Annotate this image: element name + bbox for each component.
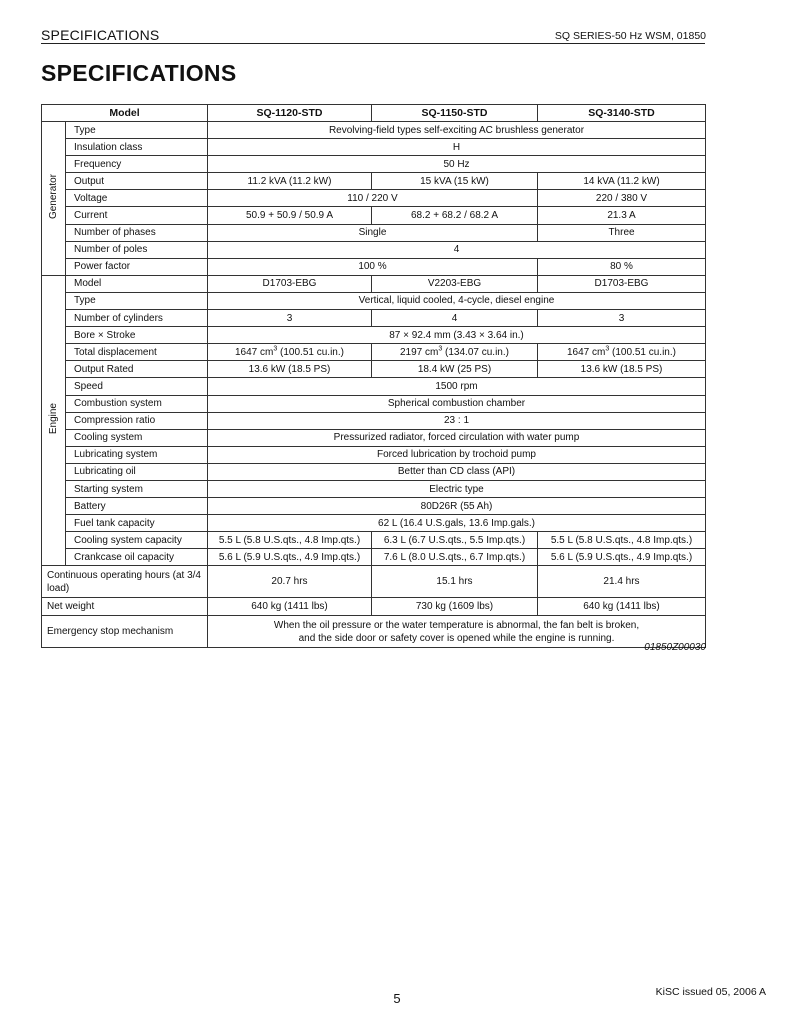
row-label: Combustion system — [66, 395, 208, 412]
row-value: 4 — [372, 310, 538, 327]
row-value: Electric type — [208, 480, 706, 497]
model-2-header: SQ-1150-STD — [372, 105, 538, 122]
table-row — [42, 532, 706, 549]
table-row — [42, 616, 706, 648]
table-row — [42, 122, 706, 139]
row-value: 7.6 L (8.0 U.S.qts., 6.7 Imp.qts.) — [372, 549, 538, 566]
row-label: Output — [66, 173, 208, 190]
row-label: Cooling system capacity — [66, 532, 208, 549]
row-value: 21.4 hrs — [538, 566, 706, 598]
row-value: 50.9 + 50.9 / 50.9 A — [208, 207, 372, 224]
header-divider — [41, 43, 705, 44]
row-value: H — [208, 139, 706, 156]
row-value: 640 kg (1411 lbs) — [538, 598, 706, 616]
header-manual-id: SQ SERIES-50 Hz WSM, 01850 — [554, 30, 706, 42]
row-value: Three — [538, 224, 706, 241]
row-label: Continuous operating hours (at 3/4 load) — [42, 566, 208, 598]
header-section-title: SPECIFICATIONS — [41, 27, 160, 43]
row-value: 2197 $cm^3$ (134.07 cu.in.) — [372, 344, 538, 361]
row-value: 110 / 220 V — [208, 190, 538, 207]
row-label: Speed — [66, 378, 208, 395]
row-value: 50 Hz — [208, 156, 706, 173]
row-label: Insulation class — [66, 139, 208, 156]
table-row — [42, 378, 706, 395]
table-row — [42, 173, 706, 190]
table-row — [42, 515, 706, 532]
row-value: 62 L (16.4 U.S.gals, 13.6 Imp.gals.) — [208, 515, 706, 532]
page-title: SPECIFICATIONS — [41, 60, 237, 86]
table-row — [42, 292, 706, 309]
engine-group-label: Engine — [42, 275, 66, 566]
row-value: 5.6 L (5.9 U.S.qts., 4.9 Imp.qts.) — [208, 549, 372, 566]
row-value: 15 kVA (15 kW) — [372, 173, 538, 190]
row-value: 1500 rpm — [208, 378, 706, 395]
row-label: Bore × Stroke — [66, 327, 208, 344]
table-row — [42, 156, 706, 173]
row-label: Output Rated — [66, 361, 208, 378]
row-label: Power factor — [66, 258, 208, 275]
table-row — [42, 258, 706, 275]
table-row — [42, 207, 706, 224]
table-row — [42, 224, 706, 241]
row-value: 14 kVA (11.2 kW) — [538, 173, 706, 190]
row-label: Compression ratio — [66, 412, 208, 429]
issued-note: KiSC issued 05, 2006 A — [655, 986, 766, 998]
row-label: Crankcase oil capacity — [66, 549, 208, 566]
table-row — [42, 446, 706, 463]
row-label: Type — [66, 292, 208, 309]
row-value: 1647 $cm^3$ (100.51 cu.in.) — [538, 344, 706, 361]
table-row — [42, 463, 706, 480]
row-value: 87 × 92.4 mm (3.43 × 3.64 in.) — [208, 327, 706, 344]
table-row — [42, 480, 706, 497]
row-value: 15.1 hrs — [372, 566, 538, 598]
table-row — [42, 566, 706, 598]
row-value: 100 % — [208, 258, 538, 275]
table-row — [42, 598, 706, 616]
table-row — [42, 429, 706, 446]
row-value: 640 kg (1411 lbs) — [208, 598, 372, 616]
table-header-row — [42, 105, 706, 122]
table-row — [42, 241, 706, 258]
table-row — [42, 395, 706, 412]
row-value: D1703-EBG — [538, 275, 706, 292]
row-value: 5.5 L (5.8 U.S.qts., 4.8 Imp.qts.) — [538, 532, 706, 549]
row-label: Voltage — [66, 190, 208, 207]
row-value: 730 kg (1609 lbs) — [372, 598, 538, 616]
row-label: Cooling system — [66, 429, 208, 446]
row-label: Number of phases — [66, 224, 208, 241]
table-row — [42, 275, 706, 292]
model-header: Model — [42, 105, 208, 122]
row-label: Emergency stop mechanism — [42, 616, 208, 648]
row-label: Lubricating oil — [66, 463, 208, 480]
row-value: Single — [208, 224, 538, 241]
row-value: 18.4 kW (25 PS) — [372, 361, 538, 378]
row-value: 1647 $cm^3$ (100.51 cu.in.) — [208, 344, 372, 361]
row-value: Better than CD class (API) — [208, 463, 706, 480]
row-label: Net weight — [42, 598, 208, 616]
row-value: 23 : 1 — [208, 412, 706, 429]
row-value: 20.7 hrs — [208, 566, 372, 598]
table-row — [42, 361, 706, 378]
row-label: Type — [66, 122, 208, 139]
row-value: 3 — [538, 310, 706, 327]
row-value: Vertical, liquid cooled, 4-cycle, diesel engine — [208, 292, 706, 309]
row-value: 5.6 L (5.9 U.S.qts., 4.9 Imp.qts.) — [538, 549, 706, 566]
row-value: 5.5 L (5.8 U.S.qts., 4.8 Imp.qts.) — [208, 532, 372, 549]
model-3-header: SQ-3140-STD — [538, 105, 706, 122]
row-label: Battery — [66, 498, 208, 515]
row-value: 11.2 kVA (11.2 kW) — [208, 173, 372, 190]
row-label: Frequency — [66, 156, 208, 173]
row-label: Total displacement — [66, 344, 208, 361]
row-value: 80D26R (55 Ah) — [208, 498, 706, 515]
row-label: Starting system — [66, 480, 208, 497]
row-value: V2203-EBG — [372, 275, 538, 292]
table-row — [42, 310, 706, 327]
page-number: 5 — [393, 991, 401, 1006]
row-value: 21.3 A — [538, 207, 706, 224]
table-row — [42, 549, 706, 566]
generator-group-label: Generator — [42, 122, 66, 276]
specifications-table — [41, 104, 706, 648]
model-1-header: SQ-1120-STD — [208, 105, 372, 122]
table-row — [42, 498, 706, 515]
row-value: Revolving-field types self-exciting AC brushless generator — [208, 122, 706, 139]
row-value: 13.6 kW (18.5 PS) — [208, 361, 372, 378]
row-value: 4 — [208, 241, 706, 258]
row-label: Model — [66, 275, 208, 292]
row-value: Spherical combustion chamber — [208, 395, 706, 412]
row-value: 13.6 kW (18.5 PS) — [538, 361, 706, 378]
row-value: 68.2 + 68.2 / 68.2 A — [372, 207, 538, 224]
table-row — [42, 344, 706, 361]
row-label: Number of poles — [66, 241, 208, 258]
row-value: 6.3 L (6.7 U.S.qts., 5.5 Imp.qts.) — [372, 532, 538, 549]
row-value: 3 — [208, 310, 372, 327]
table-row — [42, 327, 706, 344]
row-value: Forced lubrication by trochoid pump — [208, 446, 706, 463]
table-row — [42, 412, 706, 429]
table-row — [42, 190, 706, 207]
row-value: D1703-EBG — [208, 275, 372, 292]
row-value: Pressurized radiator, forced circulation with water pump — [208, 429, 706, 446]
row-label: Fuel tank capacity — [66, 515, 208, 532]
figure-code: 01850Z00030 — [644, 642, 706, 653]
table-row — [42, 139, 706, 156]
row-value: 80 % — [538, 258, 706, 275]
row-value: 220 / 380 V — [538, 190, 706, 207]
row-label: Lubricating system — [66, 446, 208, 463]
row-label: Number of cylinders — [66, 310, 208, 327]
row-value: When the oil pressure or the water temperature is abnormal, the fan belt is broken, and the side door or safety cover is opened while the engine is running. — [208, 616, 706, 648]
row-label: Current — [66, 207, 208, 224]
